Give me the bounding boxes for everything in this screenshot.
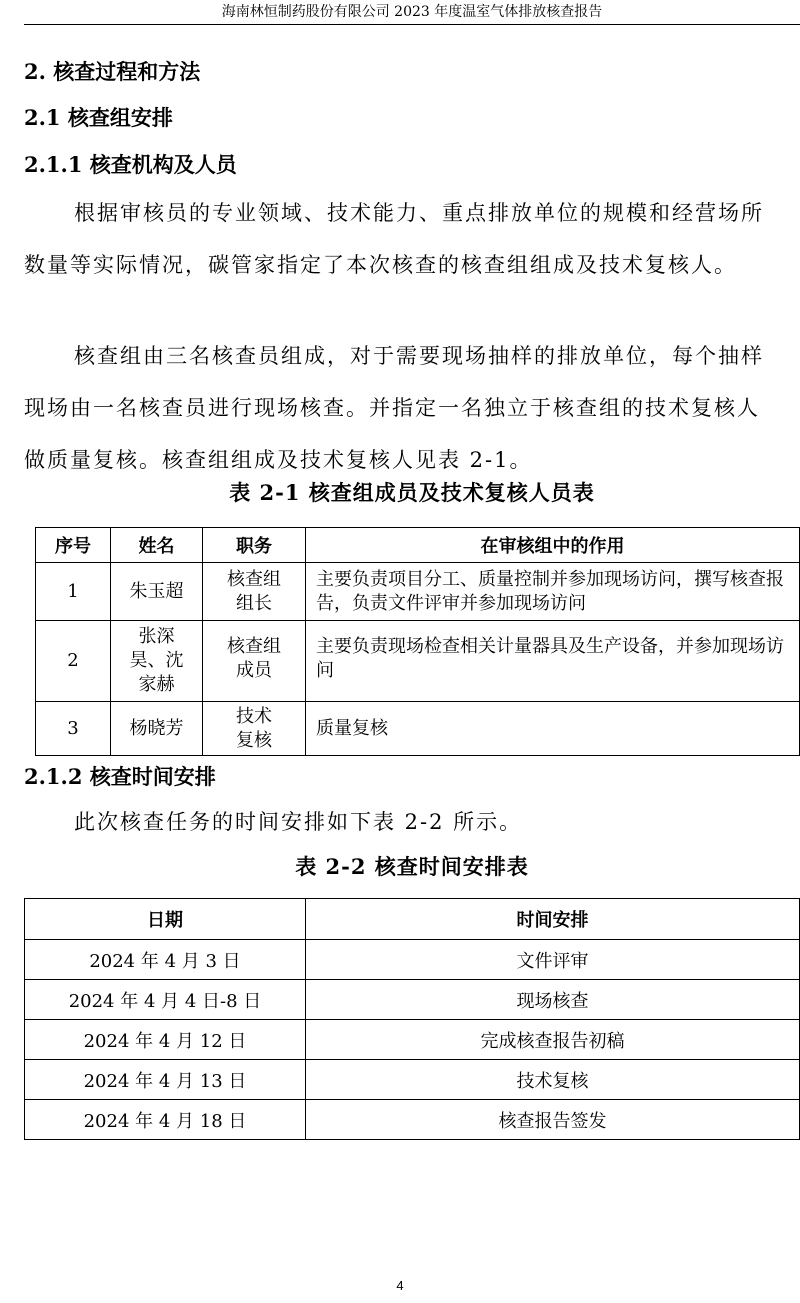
cell-role: 主要负责现场检查相关计量器具及生产设备，并参加现场访问 bbox=[306, 621, 800, 702]
cell-title: 技术复核 bbox=[203, 702, 306, 756]
heading-2: 2. 核查过程和方法 bbox=[24, 59, 201, 84]
table2-caption: 表 2-2 核查时间安排表 bbox=[295, 854, 529, 879]
cell-task: 技术复核 bbox=[306, 1060, 800, 1100]
paragraph-personnel-text: 根据审核员的专业领域、技术能力、重点排放单位的规模和经营场所数量等实际情况，碳管家指定了本次核查的核查组组成及技术复核人。 bbox=[24, 201, 764, 277]
cell-title: 核查组成员 bbox=[203, 621, 306, 702]
paragraph-team-text: 核查组由三名核查员组成，对于需要现场抽样的排放单位，每个抽样现场由一名核查员进行现场核查。并指定一名独立于核查组的技术复核人做质量复核。核查组组成及技术复核人见表 2-1。 bbox=[24, 344, 764, 472]
table-row bbox=[25, 1020, 800, 1060]
paragraph-schedule bbox=[24, 796, 776, 848]
cell-role: 主要负责项目分工、质量控制并参加现场访问，撰写核查报告，负责文件评审并参加现场访问 bbox=[306, 563, 800, 621]
cell-date: 2024 年 4 月 3 日 bbox=[25, 940, 306, 980]
cell-date: 2024 年 4 月 4 日-8 日 bbox=[25, 980, 306, 1020]
col-header-title: 职务 bbox=[203, 528, 306, 563]
cell-task: 完成核查报告初稿 bbox=[306, 1020, 800, 1060]
cell-title: 核查组组长 bbox=[203, 563, 306, 621]
page-header: 海南林恒制药股份有限公司 2023 年度温室气体排放核查报告 bbox=[221, 4, 603, 20]
cell-name: 杨晓芳 bbox=[111, 702, 203, 756]
paragraph-schedule-text: 此次核查任务的时间安排如下表 2-2 所示。 bbox=[74, 810, 523, 834]
cell-role: 质量复核 bbox=[306, 702, 800, 756]
table-row bbox=[36, 702, 800, 756]
cell-name: 朱玉超 bbox=[111, 563, 203, 621]
col-header-name: 姓名 bbox=[111, 528, 203, 563]
heading-2-1-1: 2.1.1 核查机构及人员 bbox=[24, 152, 237, 177]
table-row bbox=[25, 980, 800, 1020]
cell-date: 2024 年 4 月 18 日 bbox=[25, 1100, 306, 1140]
table-row bbox=[25, 1100, 800, 1140]
col-header-date: 日期 bbox=[25, 899, 306, 940]
cell-date: 2024 年 4 月 13 日 bbox=[25, 1060, 306, 1100]
cell-date: 2024 年 4 月 12 日 bbox=[25, 1020, 306, 1060]
cell-task: 现场核查 bbox=[306, 980, 800, 1020]
page-number: 4 bbox=[396, 1278, 404, 1293]
schedule-table bbox=[24, 898, 800, 1140]
table-row bbox=[25, 1060, 800, 1100]
cell-no: 3 bbox=[36, 702, 111, 756]
table-row bbox=[36, 563, 800, 621]
cell-name: 张深昊、沈家赫 bbox=[111, 621, 203, 702]
table-header-row bbox=[36, 528, 800, 563]
col-header-role: 在审核组中的作用 bbox=[306, 528, 800, 563]
col-header-no: 序号 bbox=[36, 528, 111, 563]
table-row bbox=[36, 621, 800, 702]
heading-2-1: 2.1 核查组安排 bbox=[24, 105, 173, 130]
table-row bbox=[25, 940, 800, 980]
paragraph-team bbox=[24, 330, 776, 486]
cell-no: 2 bbox=[36, 621, 111, 702]
cell-task: 核查报告签发 bbox=[306, 1100, 800, 1140]
cell-task: 文件评审 bbox=[306, 940, 800, 980]
cell-no: 1 bbox=[36, 563, 111, 621]
header-rule bbox=[24, 24, 800, 25]
paragraph-personnel bbox=[24, 187, 776, 291]
col-header-task: 时间安排 bbox=[306, 899, 800, 940]
table-header-row bbox=[25, 899, 800, 940]
team-table bbox=[35, 527, 800, 756]
table1-caption: 表 2-1 核查组成员及技术复核人员表 bbox=[229, 480, 595, 505]
heading-2-1-2: 2.1.2 核查时间安排 bbox=[24, 764, 216, 789]
